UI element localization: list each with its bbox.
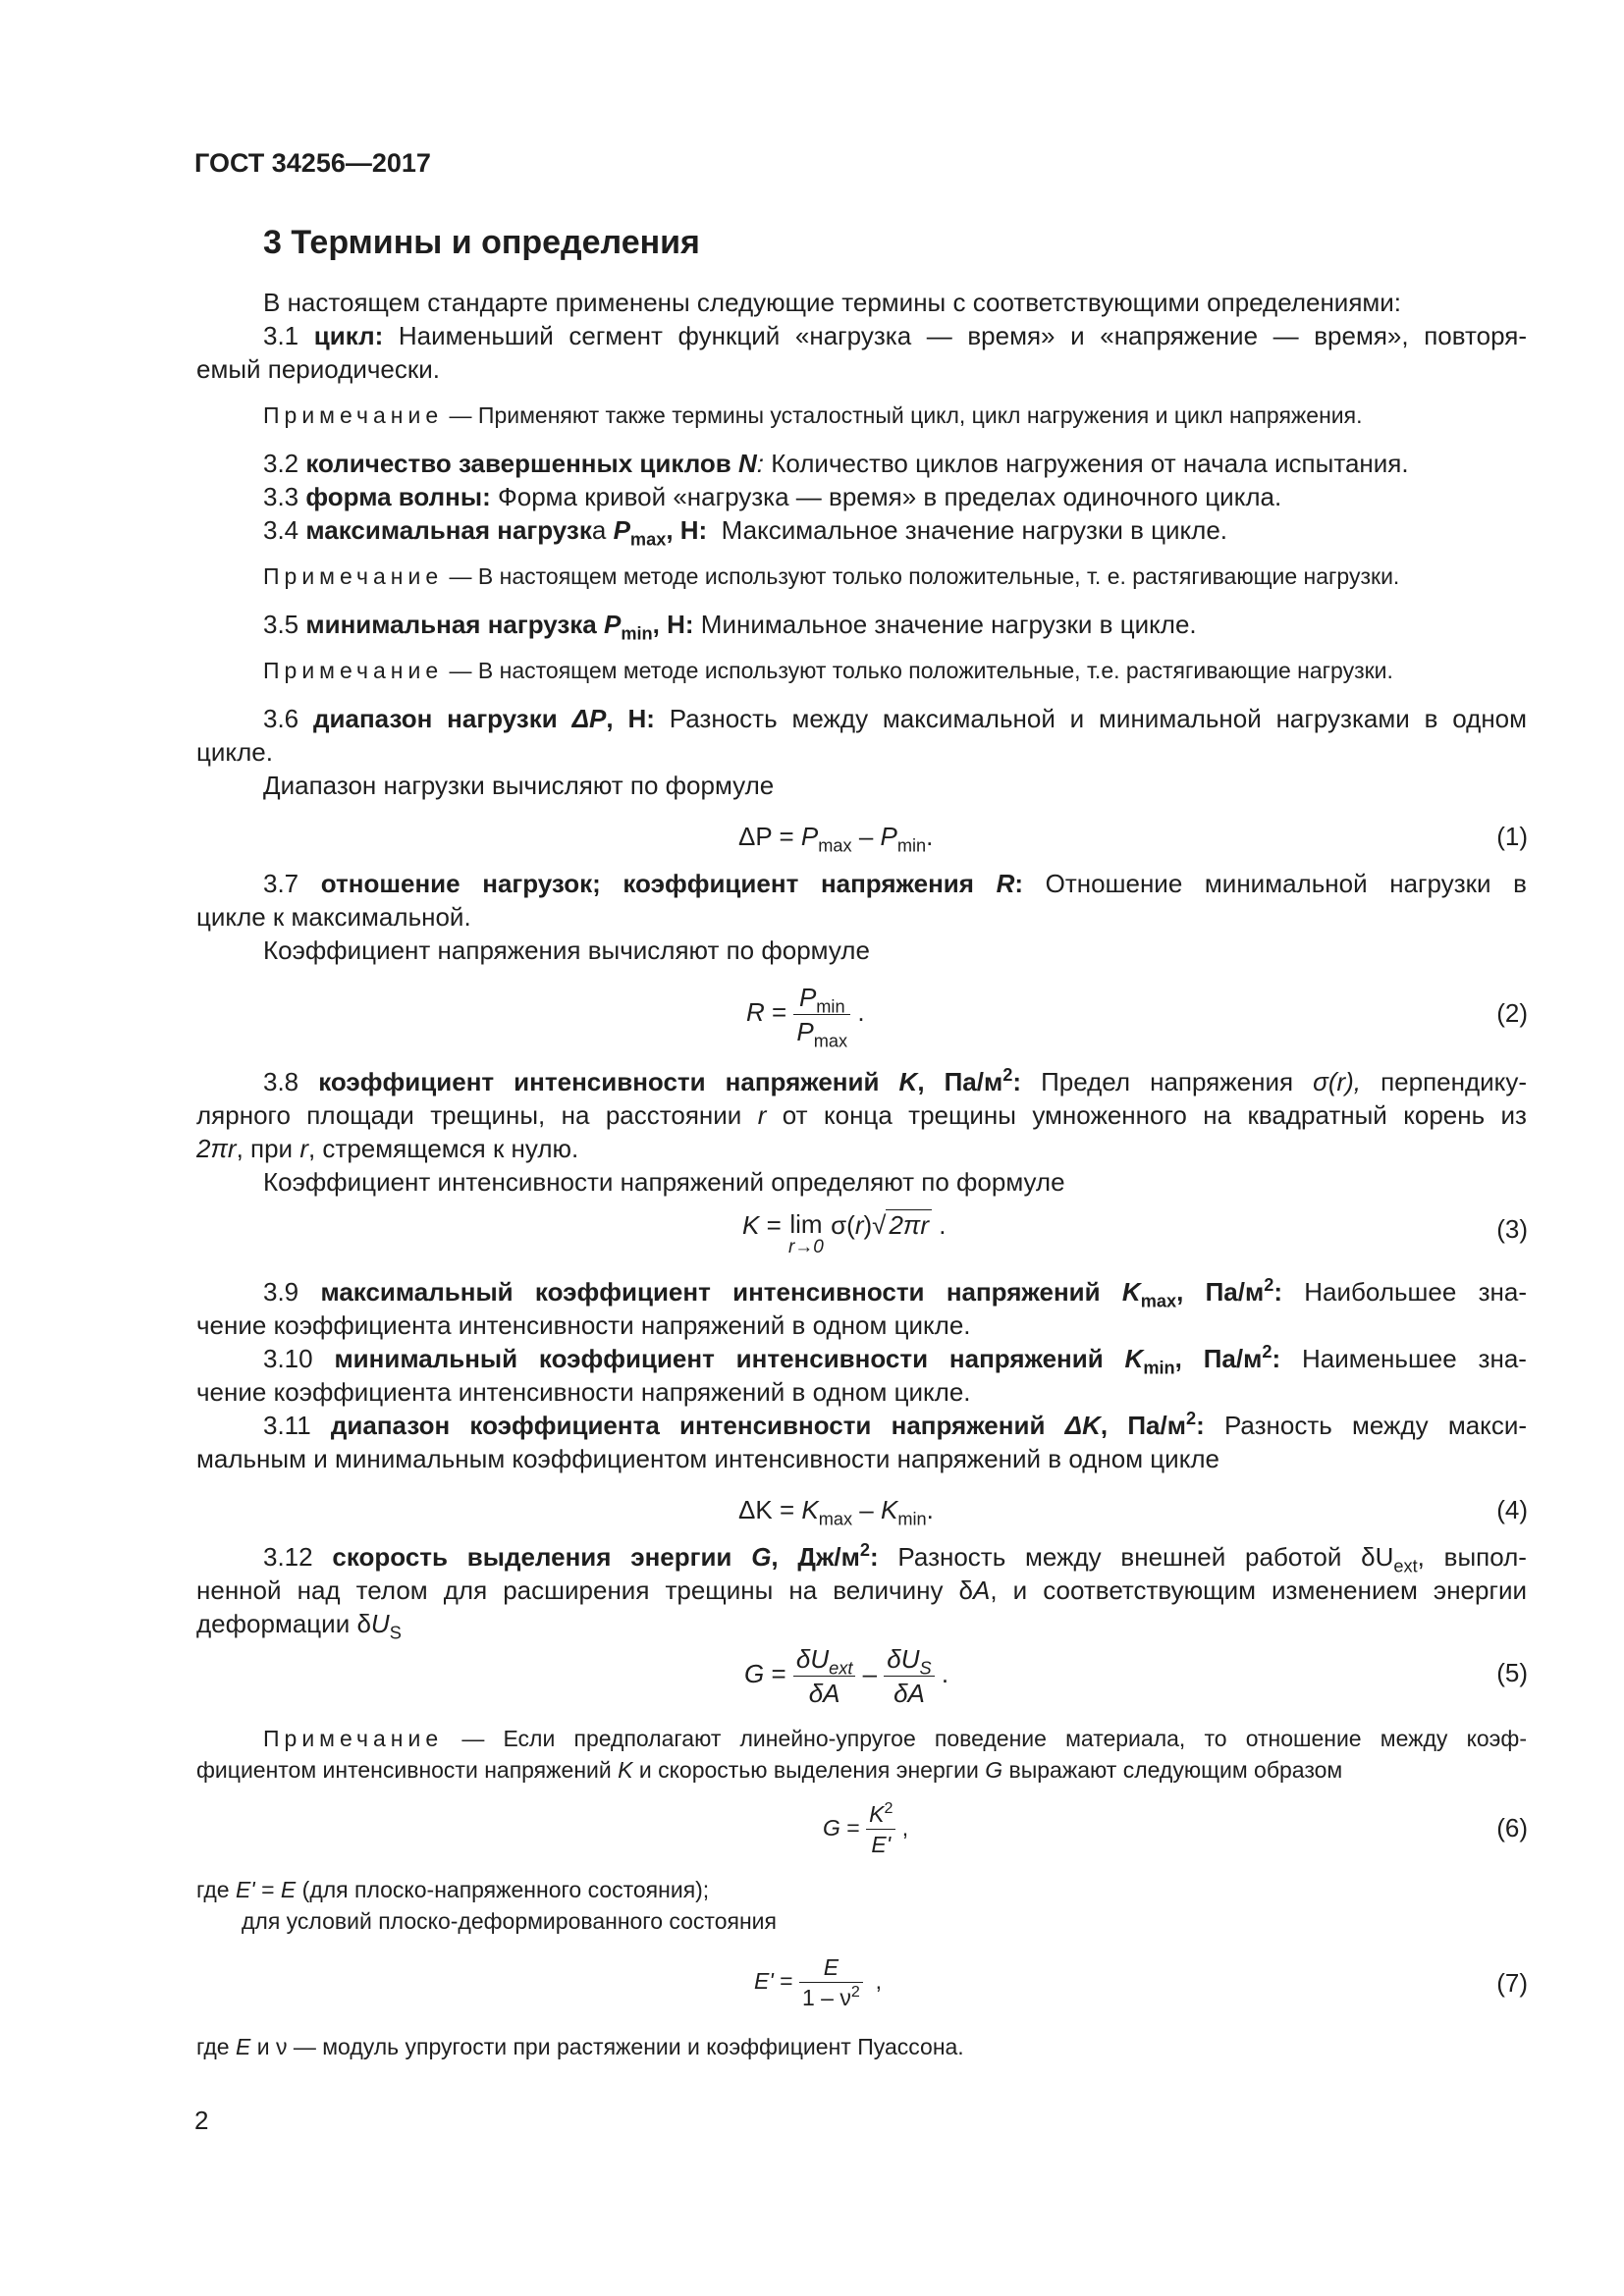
where-clause-2: где E и ν — модуль упругости при растяжении и коэффициент Пуассона. [196, 2034, 964, 2059]
term-3-10-cont: чение коэффициента интенсивности напряжений в одном цикле. [196, 1377, 971, 1407]
term-3-12-cont-2: деформации $\delta U_S$ [196, 1609, 402, 1643]
formula-4: $\Delta K = K_{max} - K_{min}$. [738, 1495, 934, 1529]
term-3-11-cont: мальным и минимальным коэффициентом интенсивности напряжений в одном цикле [196, 1444, 1220, 1473]
section-title: 3 Термины и определения [263, 224, 700, 261]
note-4: Примечание — Если предполагают линейно-упругое поведение материала, то отношение между коэф- [263, 1726, 1528, 1751]
note-1: Примечание — Применяют также термины усталостный цикл, цикл нагружения и цикл напряжения. [263, 402, 1363, 428]
formula-5-number: (5) [1496, 1658, 1528, 1687]
note-3: Примечание — В настоящем методе используют только положительные, т.е. растягивающие нагрузки. [263, 658, 1393, 683]
formula-3-number: (3) [1496, 1214, 1528, 1244]
formula-2-intro: Коэффициент напряжения вычисляют по формуле [263, 935, 870, 965]
term-3-1: 3.1 цикл: Наименьший сегмент функций «нагрузка — время» и «напряжение — время», повторя- [263, 321, 1527, 350]
formula-5-fraction-2: $\frac{\delta U_S}{\delta A}$ [884, 1642, 934, 1710]
formula-1: $\Delta P = P_{max} - P_{min}$. [738, 822, 934, 856]
term-3-7: 3.7 отношение нагрузок; коэффициент напряжения R: Отношение минимальной нагрузки в [263, 869, 1527, 898]
formula-6: G = $\frac{K^2}{E'}$ , [823, 1799, 909, 1858]
formula-7: E' = $\frac{E}{1 - \nu^2}$ , [754, 1954, 882, 2011]
term-3-8: 3.8 коэффициент интенсивности напряжений K, $Па/м^2$: Предел напряжения σ(r), перпендику- [263, 1065, 1528, 1096]
term-3-9-cont: чение коэффициента интенсивности напряжений в одном цикле. [196, 1310, 971, 1340]
formula-5-fraction-1: $\frac{\delta U_{ext}}{\delta A}$ [793, 1642, 856, 1710]
formula-2-number: (2) [1496, 998, 1528, 1028]
formula-2: R = $\frac{P_{min}}{P_{max}}$ . [746, 982, 865, 1050]
note-4-cont: фициентом интенсивности напряжений K и скоростью выделения энергии G выражают следующим образом [196, 1757, 1343, 1783]
formula-6-number: (6) [1496, 1813, 1528, 1842]
square-root: 2πr [886, 1209, 932, 1240]
term-3-8-cont-1: лярного площади трещины, на расстоянии r от конца трещины умноженного на квадратный корень из [196, 1100, 1527, 1130]
term-3-2: 3.2 количество завершенных циклов N: Количество циклов нагружения от начала испытания. [263, 449, 1409, 478]
formula-3-intro: Коэффициент интенсивности напряжений определяют по формуле [263, 1167, 1065, 1197]
term-3-6-cont: цикле. [196, 737, 273, 767]
intro-paragraph: В настоящем стандарте применены следующие термины с соответствующими определениями: [263, 288, 1402, 317]
term-3-12-cont-1: ненной над телом для расширения трещины на величину δA, и соответствующим изменением энергии [196, 1575, 1527, 1605]
term-3-6: 3.6 диапазон нагрузки ΔP, Н: Разность между максимальной и минимальной нагрузками в одном [263, 704, 1528, 733]
document-header: ГОСТ 34256—2017 [194, 148, 431, 178]
term-3-12: 3.12 скорость выделения энергии G, $Дж/м^2$: Разность между внешней работой $\delta U_{ext}$, выпол- [263, 1540, 1527, 1576]
where-clause-1b: для условий плоско-деформированного состояния [242, 1908, 777, 1934]
formula-2-fraction: $\frac{P_{min}}{P_{max}}$ [793, 981, 850, 1048]
term-3-4: 3.4 максимальная нагрузка $P_{max}$, Н: Максимальное значение нагрузки в цикле. [263, 515, 1228, 550]
term-3-7-cont: цикле к максимальной. [196, 902, 471, 932]
term-3-3: 3.3 форма волны: Форма кривой «нагрузка — время» в пределах одиночного цикла. [263, 482, 1282, 511]
term-3-9: 3.9 максимальный коэффициент интенсивности напряжений $K_{max}$, $Па/м^2$: Наибольшее зна- [263, 1275, 1527, 1311]
formula-1-number: (1) [1496, 822, 1528, 851]
term-3-11: 3.11 диапазон коэффициента интенсивности напряжений ΔK, $Па/м^2$: Разность между макси- [263, 1409, 1527, 1440]
formula-5: G = $\frac{\delta U_{ext}}{\delta A}$ – $\frac{\delta U_S}{\delta A}$ . [744, 1643, 949, 1708]
formula-7-fraction: $\frac{E}{1 - \nu^2}$ [799, 1952, 863, 2012]
page-number: 2 [194, 2106, 209, 2135]
formula-6-fraction: $\frac{K^2}{E'}$ [866, 1799, 895, 1859]
formula-1-intro: Диапазон нагрузки вычисляют по формуле [263, 771, 775, 800]
note-2: Примечание — В настоящем методе используют только положительные, т. е. растягивающие нагрузки. [263, 563, 1400, 589]
formula-7-number: (7) [1496, 1968, 1528, 1998]
where-clause-1: где E' = E (для плоско-напряженного состояния); [196, 1877, 710, 1902]
formula-3: K = lim r→0 σ(r)√ 2πr . [742, 1209, 947, 1257]
formula-4-number: (4) [1496, 1495, 1528, 1524]
term-3-8-cont-2: 2πr, при r, стремящемся к нулю. [196, 1134, 579, 1163]
term-3-10: 3.10 минимальный коэффициент интенсивности напряжений $K_{min}$, $Па/м^2$: Наименьшее зна- [263, 1342, 1527, 1378]
term-3-5: 3.5 минимальная нагрузка $P_{min}$, Н: Минимальное значение нагрузки в цикле. [263, 610, 1197, 644]
term-3-1-cont: емый периодически. [196, 354, 441, 384]
limit-operator: lim r→0 [787, 1209, 824, 1257]
